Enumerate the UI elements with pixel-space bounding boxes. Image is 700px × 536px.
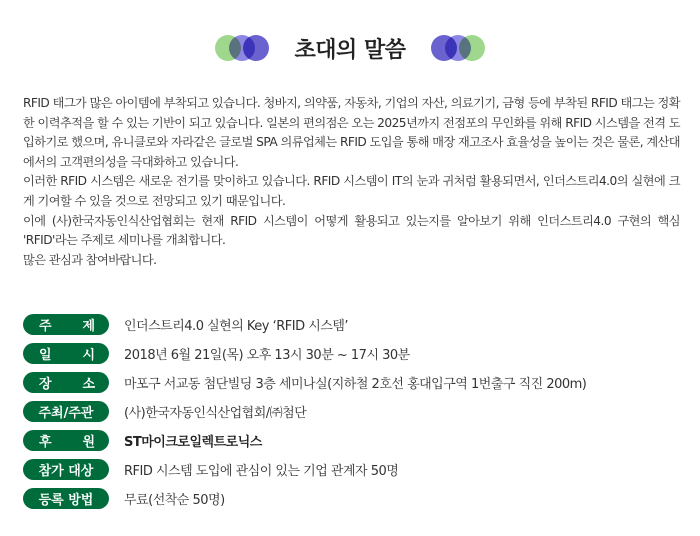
info-row-registration: [23, 485, 683, 511]
green-circle-icon: [459, 35, 485, 61]
invitation-body: [23, 94, 680, 270]
audience-value: RFID 시스템 도입에 관심이 있는 기업 관계자 50명: [124, 463, 399, 479]
topic-label: 주 제: [23, 314, 109, 335]
event-info-list: [23, 311, 683, 514]
venue-label: 장 소: [23, 372, 109, 393]
venue-value: 마포구 서교동 첨단빌딩 3층 세미나실(지하철 2호선 홍대입구역 1번출구 직진 200m): [124, 376, 587, 392]
title-row: [0, 30, 700, 66]
datetime-value: 2018년 6월 21일(목) 오후 13시 30분 ~ 17시 30분: [124, 347, 410, 363]
topic-value: 인더스트리4.0 실현의 Key ‘RFID 시스템’: [124, 318, 349, 334]
info-row-datetime: [23, 340, 683, 366]
info-row-venue: [23, 369, 683, 395]
page-title: 초대의 말씀: [294, 37, 406, 63]
intro-paragraph: 이러한 RFID 시스템은 새로운 전기를 맞이하고 있습니다. RFID 시스템이 IT의 눈과 귀처럼 활용되면서, 인더스트리4.0의 실현에 크게 기여할 수 있을 것으로 전망되고 있기 때문입니다.: [23, 174, 680, 208]
intro-paragraph: 이에 (사)한국자동인식산업협회는 현재 RFID 시스템이 어떻게 활용되고 있는지를 알아보기 위해 인더스트리4.0 구현의 핵심 'RFID'라는 주제로 세미나를 개최합니다.: [23, 213, 680, 248]
info-row-topic: [23, 311, 683, 337]
decorative-circles-right: [431, 35, 485, 61]
registration-label: 등록 방법: [23, 488, 109, 509]
blue-violet-circle-icon: [243, 35, 269, 61]
intro-paragraph: RFID 태그가 많은 아이템에 부착되고 있습니다. 청바지, 의약품, 자동차, 기업의 자산, 의료기기, 금형 등에 부착된 RFID 태그는 정확한 이력추적을 할 수 있는 기반이 되고 있습니다. 일본의 편의점은 오는 2025년까지 전점포의 무인화를 위해 RFID 시스템을 전격 도입하기로 했으며, 유니클로와 자라같은 글로벌 SPA 의류업체는 RFID 도입을 통해 매장 재고조사 효율성을 높이는 것은 물론, 계산대에서의 고객편의성을 극대화하고 있습니다.: [23, 96, 681, 169]
registration-value: 무료(선착순 50명): [124, 492, 225, 508]
intro-paragraph: 많은 관심과 참여바랍니다.: [23, 252, 157, 267]
info-row-host: [23, 398, 683, 424]
host-label: 주최/주관: [23, 401, 109, 422]
sponsor-label: 후 원: [23, 430, 109, 451]
datetime-label: 일 시: [23, 343, 109, 364]
info-row-sponsor: [23, 427, 683, 453]
decorative-circles-left: [215, 35, 269, 61]
sponsor-value: ST마이크로일렉트로닉스: [124, 434, 262, 450]
audience-label: 참가 대상: [23, 459, 109, 480]
host-value: (사)한국자동인식산업협회/㈜첨단: [124, 405, 307, 421]
info-row-audience: [23, 456, 683, 482]
